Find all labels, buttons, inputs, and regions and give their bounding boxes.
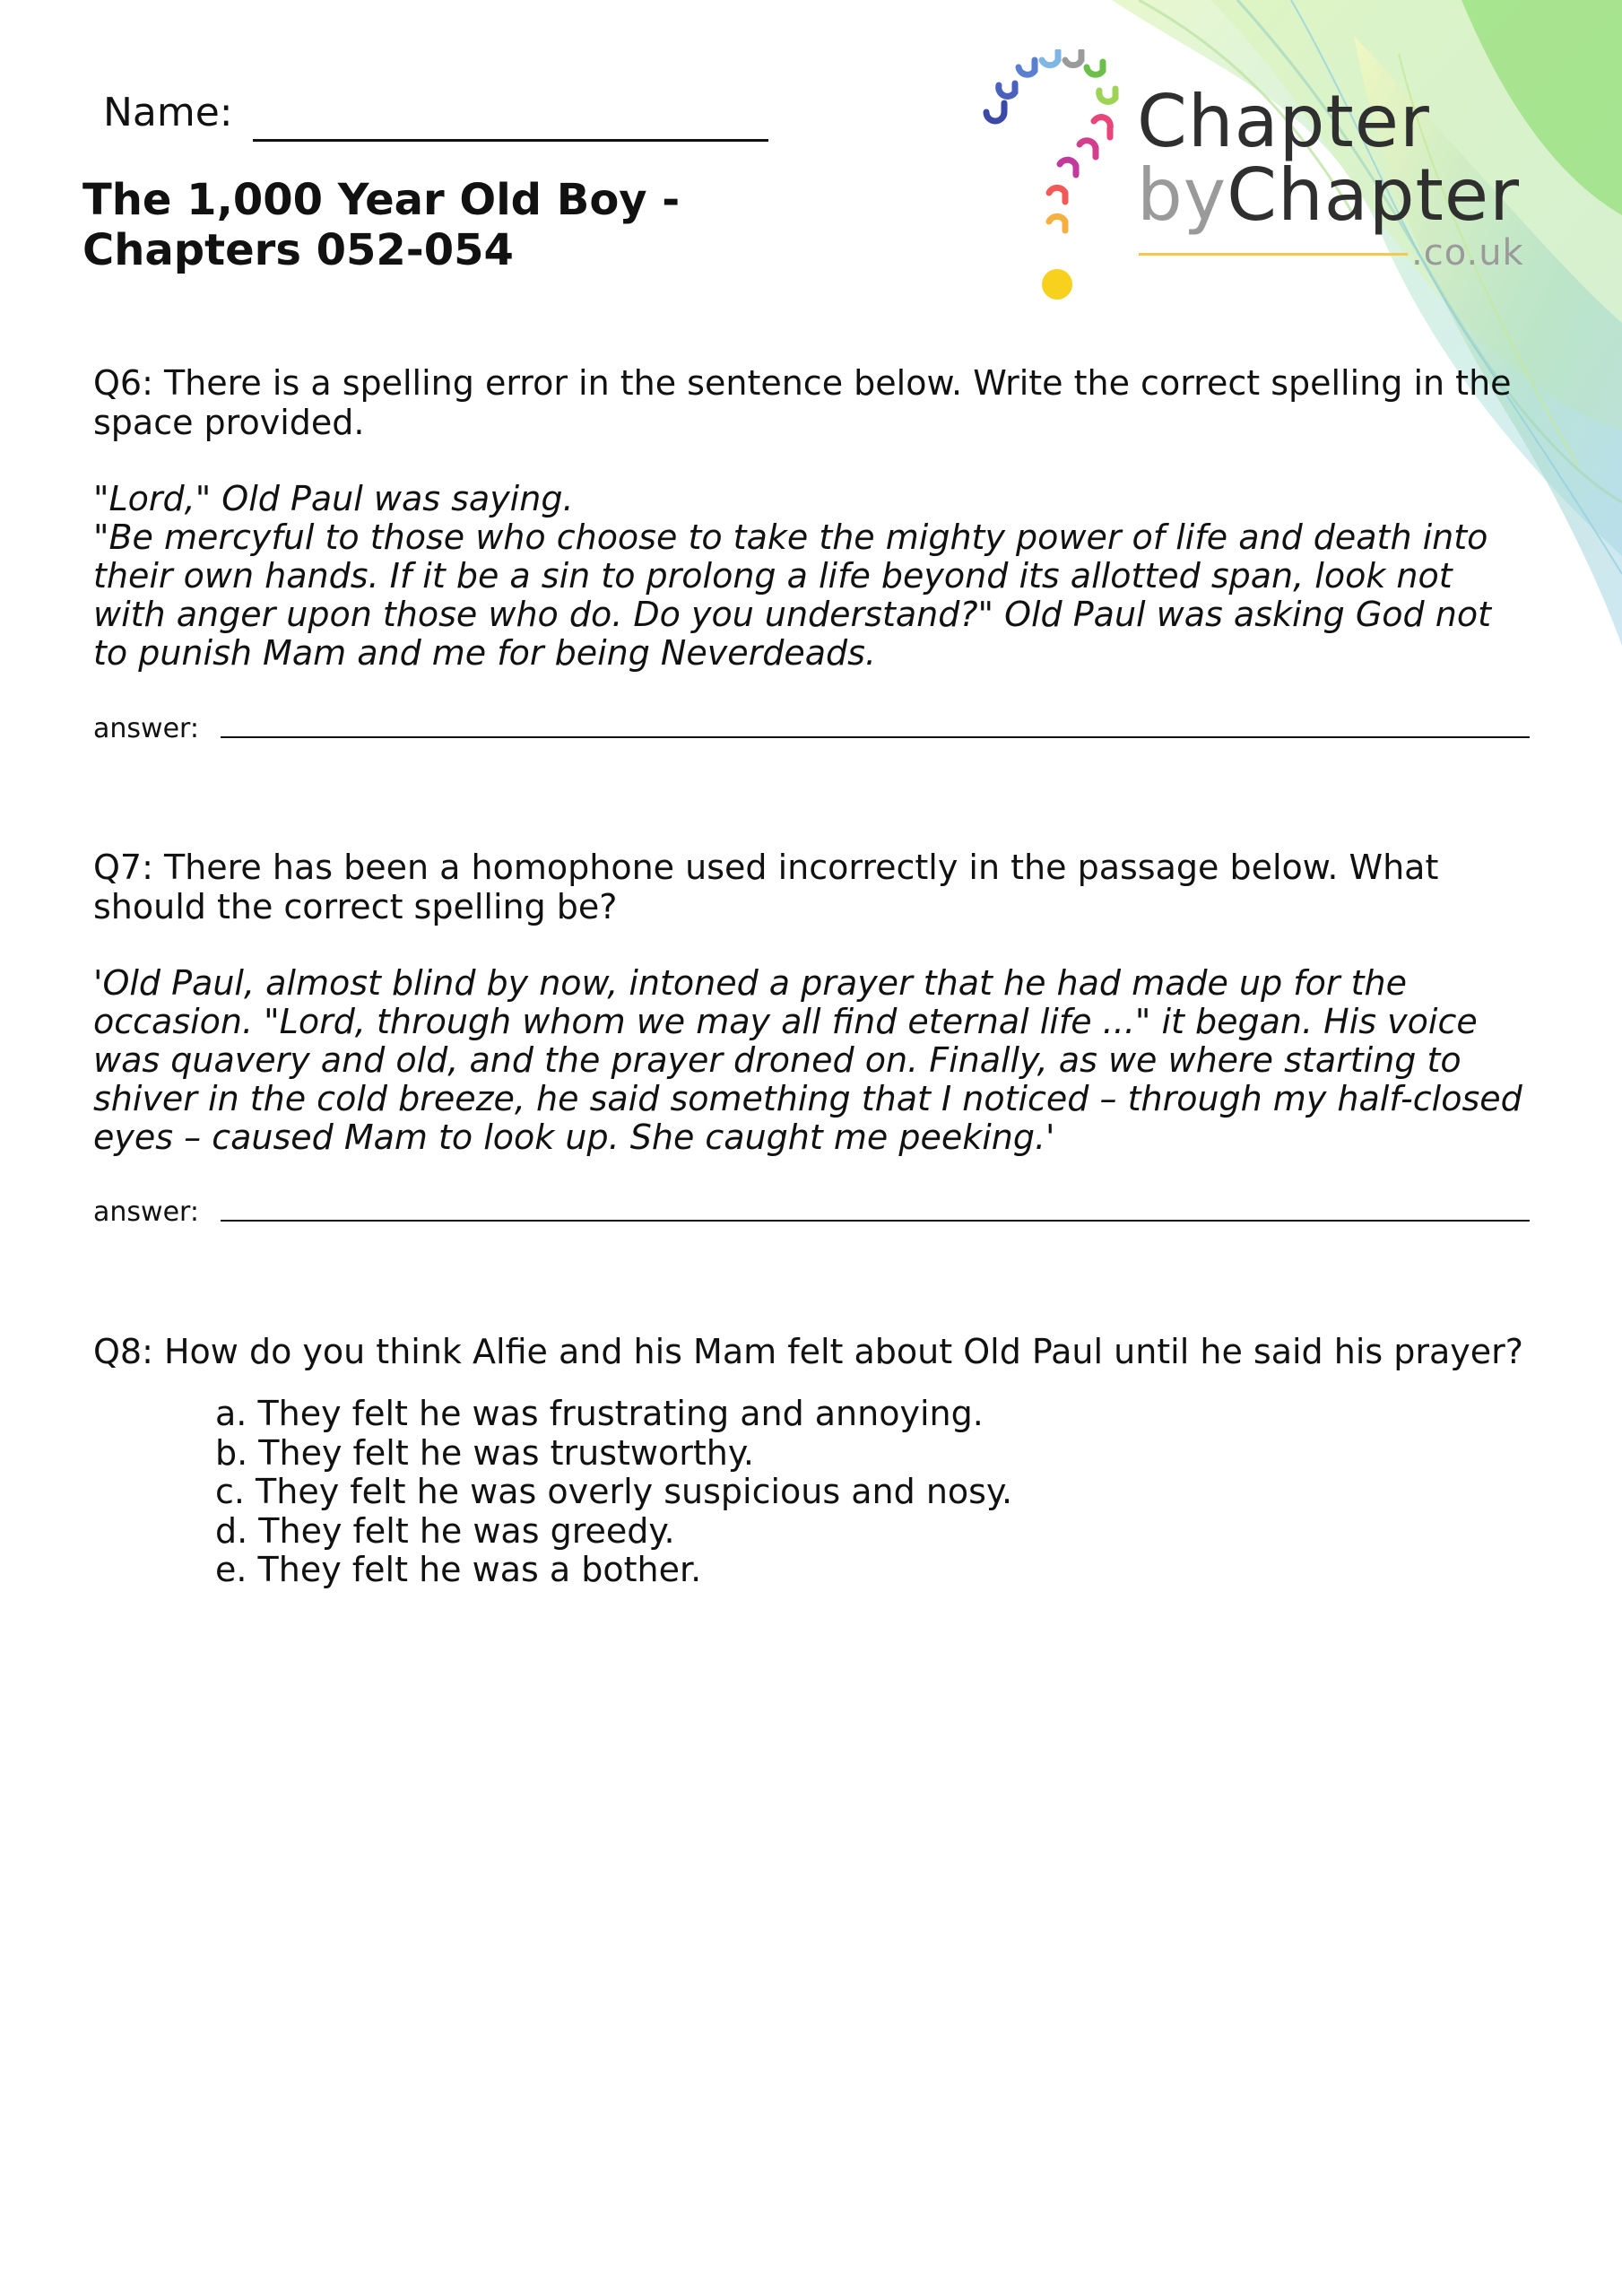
question-8-prompt: Q8: How do you think Alfie and his Mam felt about Old Paul until he said his prayer? (93, 1332, 1523, 1371)
question-6-answer-line[interactable] (221, 736, 1530, 738)
logo-by: by (1137, 153, 1227, 237)
question-8-options (215, 1395, 1012, 1590)
option-e[interactable]: e. They felt he was a bother. (215, 1550, 702, 1589)
logo-underline (1139, 253, 1408, 256)
question-6 (93, 363, 1528, 673)
question-6-passage-line1: "Lord," Old Paul was saying. (93, 479, 574, 518)
option-b[interactable]: b. They felt he was trustworthy. (215, 1432, 754, 1473)
option-c[interactable]: c. They felt he was overly suspicious and nosy. (215, 1472, 1013, 1511)
question-7 (93, 848, 1528, 1157)
logo-wordmark (1137, 80, 1524, 274)
question-6-answer-label: answer: (93, 713, 199, 744)
question-7-answer-line[interactable] (221, 1220, 1530, 1222)
page-title: The 1,000 Year Old Boy - Chapters 052-054 (82, 175, 681, 275)
logo-by-chapter-word (1137, 153, 1520, 237)
logo-domain: .co.uk (1411, 232, 1524, 274)
logo-chapter-second: Chapter (1227, 153, 1520, 237)
option-d[interactable]: d. They felt he was greedy. (215, 1510, 675, 1551)
question-7-answer-label: answer: (93, 1196, 199, 1228)
question-7-passage: 'Old Paul, almost blind by now, intoned a prayer that he had made up for the occasion. "Lord, through whom we may all find eternal life ..." it began. His voice was quavery and old, and the prayer droned on. Finally, as we where starting to shiver in the cold breeze, he said something that I noticed – through my half-closed eyes – caused Mam to look up. She caught me peeking.' (93, 963, 1522, 1157)
name-input-line[interactable] (253, 139, 768, 142)
question-6-passage-line2: "Be mercyful to those who choose to take the mighty power of life and death into their own hands. If it be a sin to prolong a life beyond its allotted span, look not with anger upon those who do. Do you understand?" Old Paul was asking God not to punish Mam and me for being Neverdeads. (93, 517, 1491, 673)
question-6-prompt: Q6: There is a spelling error in the sentence below. Write the correct spelling in the space provided. (93, 363, 1512, 442)
question-8 (93, 1332, 1528, 1371)
option-a[interactable]: a. They felt he was frustrating and annoying. (215, 1394, 984, 1433)
question-7-prompt: Q7: There has been a homophone used incorrectly in the passage below. What should the correct spelling be? (93, 848, 1439, 926)
name-label: Name: (103, 90, 233, 135)
logo-chapter-word: Chapter (1137, 80, 1430, 163)
